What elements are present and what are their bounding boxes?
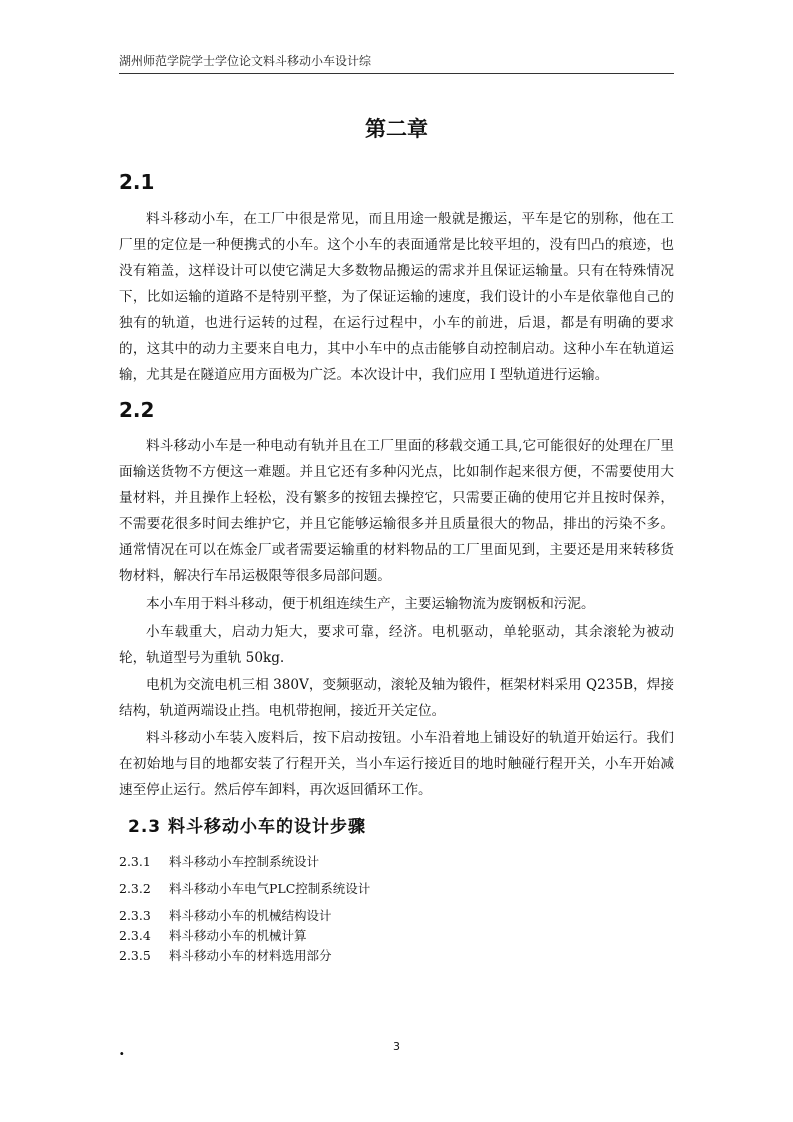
section-2-2-heading: 2.2	[119, 398, 155, 422]
toc-item-number: 2.3.3	[119, 908, 151, 923]
section-2-2-paragraph-5: 料斗移动小车装入废料后，按下启动按钮。小车沿着地上铺设好的轨道开始运行。我们在初始地与目的地都安装了行程开关，当小车运行接近目的地时触碰行程开关，小车开始减速至停止运行。然后停车卸料，再次返回循环工作。	[119, 730, 674, 798]
toc-item-number: 2.3.5	[119, 948, 151, 963]
toc-item-number: 2.3.1	[119, 854, 151, 869]
toc-item-2-3-3	[119, 906, 332, 924]
toc-item-text: 料斗移动小车控制系统设计	[169, 854, 320, 869]
section-2-2-paragraph-2: 本小车用于料斗移动，便于机组连续生产，主要运输物流为废钢板和污泥。	[146, 596, 595, 612]
section-2-2-paragraph-1: 料斗移动小车是一种电动有轨并且在工厂里面的移载交通工具,它可能很好的处理在厂里面输送货物不方便这一难题。并且它还有多种闪光点，比如制作起来很方便，不需要使用大量材料，并且操作上轻松，没有繁多的按钮去操控它，只需要正确的使用它并且按时保养，不需要花很多时间去维护它，并且它能够运输很多并且质量很大的物品，排出的污染不多。通常情况在可以在炼金厂或者需要运输重的材料物品的工厂里面见到，主要还是用来转移货物材料，解决行车吊运极限等很多局部问题。	[119, 438, 674, 584]
toc-item-text: 料斗移动小车电气PLC控制系统设计	[169, 881, 371, 896]
chapter-title: 第二章	[365, 117, 428, 141]
section-2-2-paragraph-4: 电机为交流电机三相 380V，变频驱动，滚轮及轴为锻件，框架材料采用 Q235B，焊接结构，轨道两端设止挡。电机带抱闸，接近开关定位。	[119, 677, 674, 719]
toc-item-2-3-1	[119, 852, 319, 870]
section-2-3-heading: 2.3 料斗移动小车的设计步骤	[128, 817, 367, 837]
section-2-1-paragraph: 料斗移动小车，在工厂中很是常见，而且用途一般就是搬运，平车是它的别称，他在工厂里的定位是一种便携式的小车。这个小车的表面通常是比较平坦的，没有凹凸的痕迹，也没有箱盖，这样设计可以使它满足大多数物品搬运的需求并且保证运输量。只有在特殊情况下，比如运输的道路不是特别平整，为了保证运输的速度，我们设计的小车是依靠他自己的独有的轨道，也进行运转的过程，在运行过程中，小车的前进，后退，都是有明确的要求的，这其中的动力主要来自电力，其中小车中的点击能够自动控制启动。这种小车在轨道运输，尤其是在隧道应用方面极为广泛。本次设计中，我们应用Ｉ型轨道进行运输。	[119, 211, 674, 383]
running-header: 湖州师范学院学士学位论文料斗移动小车设计综	[119, 52, 674, 74]
toc-item-text: 料斗移动小车的材料选用部分	[169, 948, 332, 963]
footer-mark: .	[119, 1040, 125, 1059]
toc-item-number: 2.3.4	[119, 928, 151, 943]
page-number: 3	[393, 1040, 400, 1053]
toc-item-2-3-2	[119, 879, 370, 897]
toc-item-2-3-5	[119, 946, 332, 964]
toc-item-number: 2.3.2	[119, 881, 151, 896]
section-2-2-paragraph-3: 小车载重大，启动力矩大，要求可靠，经济。电机驱动，单轮驱动，其余滚轮为被动轮，轨道型号为重轨 50kg.	[119, 624, 674, 666]
toc-item-text: 料斗移动小车的机械结构设计	[169, 908, 332, 923]
toc-item-text: 料斗移动小车的机械计算	[169, 928, 307, 943]
toc-item-2-3-4	[119, 926, 307, 944]
section-2-1-heading: 2.1	[119, 170, 155, 194]
